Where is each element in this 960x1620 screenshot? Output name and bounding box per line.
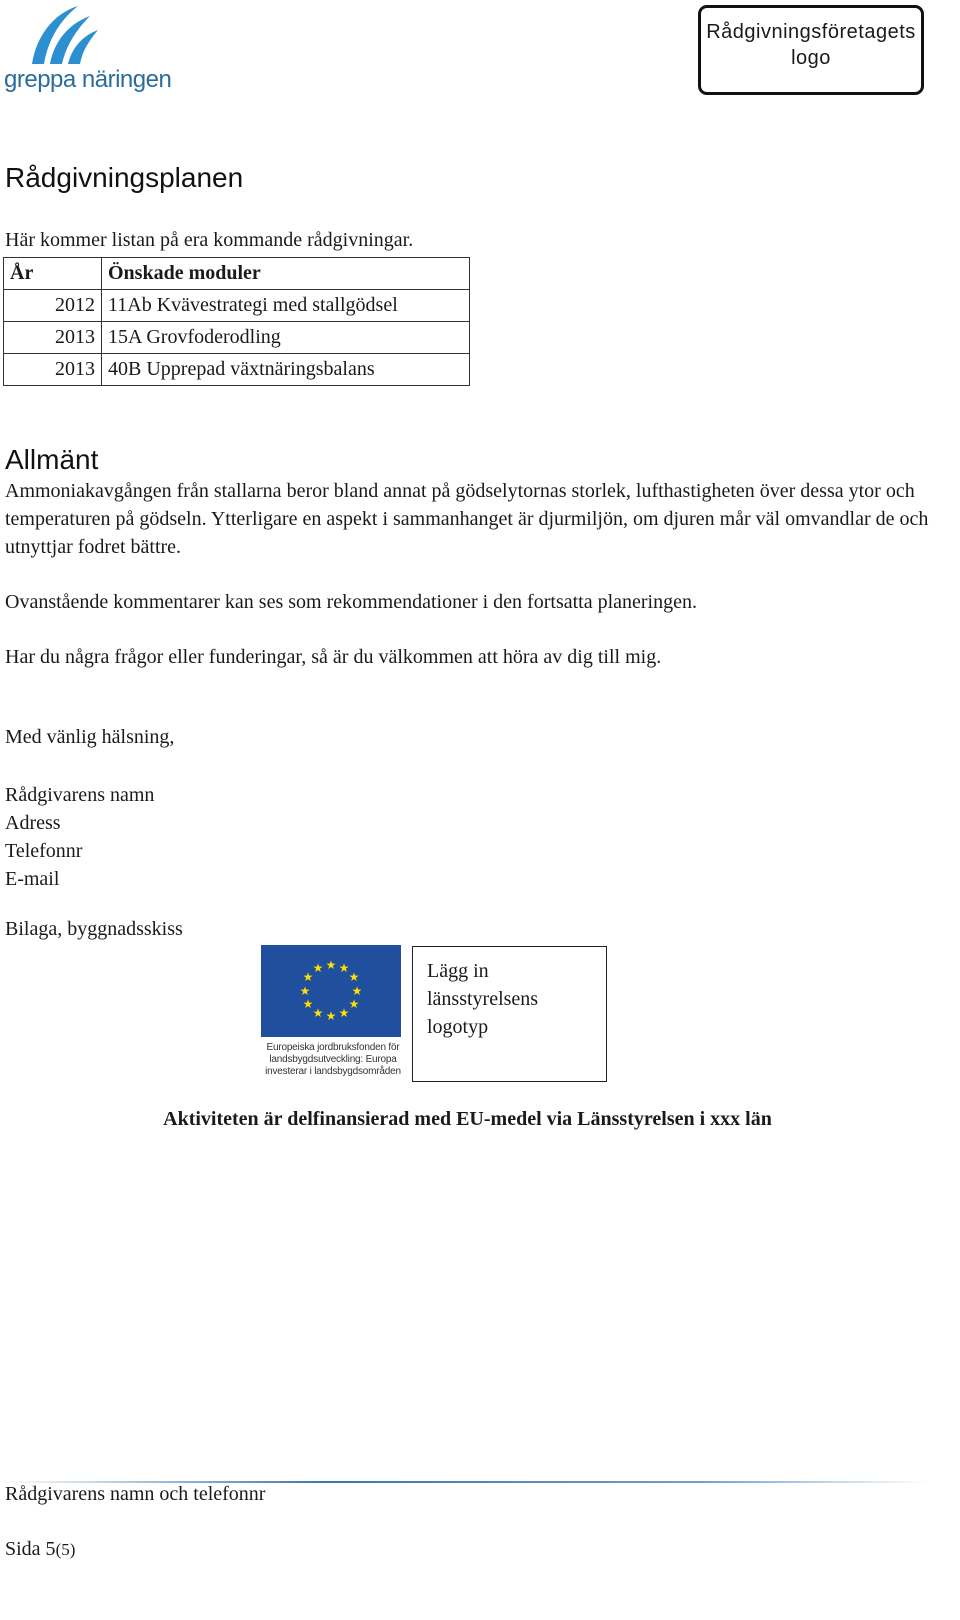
row-module: 15A Grovfoderodling bbox=[102, 322, 470, 354]
svg-text:★: ★ bbox=[325, 958, 337, 972]
advisor-email: E-mail bbox=[5, 868, 60, 890]
plan-title: Rådgivningsplanen bbox=[5, 162, 244, 193]
eu-stars-icon bbox=[261, 945, 401, 1037]
svg-text:★: ★ bbox=[351, 984, 363, 998]
general-paragraph-1: Ammoniakavgången från stallarna beror bland annat på gödselytornas storlek, lufthastigheten över dessa ytor och temperaturen på gödseln. Ytterligare en aspekt i sammanhanget är djurmiljön, om djuren mår väl omvandlar de och utnyttjar fodret bättre. bbox=[5, 480, 929, 558]
row-year: 2013 bbox=[4, 354, 102, 386]
footer-advisor-contact: Rådgivarens namn och telefonnr bbox=[5, 1483, 266, 1505]
page-total: (5) bbox=[55, 1540, 76, 1559]
general-paragraph-3: Har du några frågor eller funderingar, så är du välkommen att höra av dig till mig. bbox=[5, 646, 662, 668]
advisor-address: Adress bbox=[5, 812, 61, 834]
svg-text:★: ★ bbox=[312, 961, 324, 975]
svg-text:★: ★ bbox=[348, 970, 360, 984]
page-label: Sida 5 bbox=[5, 1538, 56, 1560]
advisor-phone: Telefonnr bbox=[5, 840, 83, 862]
svg-text:★: ★ bbox=[299, 984, 311, 998]
svg-text:★: ★ bbox=[302, 970, 314, 984]
svg-text:★: ★ bbox=[302, 997, 314, 1011]
greppa-leaf-icon bbox=[26, 2, 106, 68]
plan-intro: Här kommer listan på era kommande rådgivningar. bbox=[5, 229, 414, 251]
advisor-contact-block bbox=[5, 781, 154, 893]
modules-table bbox=[3, 257, 470, 386]
brand-name: greppa näringen bbox=[4, 66, 172, 93]
general-paragraph-2: Ovanstående kommentarer kan ses som rekommendationer i den fortsatta planeringen. bbox=[5, 591, 697, 613]
county-logo-placeholder bbox=[412, 946, 607, 1082]
advisor-name: Rådgivarens namn bbox=[5, 784, 155, 806]
svg-text:★: ★ bbox=[338, 1006, 350, 1020]
advisor-logo-placeholder bbox=[698, 5, 924, 95]
advisor-logo-text: Rådgivningsföretagets logo bbox=[706, 21, 916, 69]
eu-caption: Europeiska jordbruksfonden för landsbygdsutveckling: Europa investerar i landsbygdsområden bbox=[265, 1042, 401, 1077]
svg-text:★: ★ bbox=[312, 1006, 324, 1020]
table-row bbox=[4, 290, 470, 322]
table-row bbox=[4, 354, 470, 386]
county-logo-text: Lägg in länsstyrelsens logotyp bbox=[427, 960, 539, 1038]
row-year: 2012 bbox=[4, 290, 102, 322]
eu-flag-icon bbox=[261, 945, 401, 1037]
svg-text:★: ★ bbox=[338, 961, 350, 975]
greeting: Med vänlig hälsning, bbox=[5, 726, 175, 748]
row-year: 2013 bbox=[4, 322, 102, 354]
general-title: Allmänt bbox=[5, 444, 99, 475]
table-header-row bbox=[4, 258, 470, 290]
row-module: 11Ab Kvävestrategi med stallgödsel bbox=[102, 290, 470, 322]
page-number bbox=[5, 1538, 75, 1561]
attachment-note: Bilaga, byggnadsskiss bbox=[5, 918, 183, 940]
header-modules: Önskade moduler bbox=[102, 258, 470, 290]
svg-text:★: ★ bbox=[325, 1009, 337, 1023]
header-year: År bbox=[4, 258, 102, 290]
greppa-naringen-logo bbox=[4, 2, 184, 98]
funding-statement: Aktiviteten är delfinansierad med EU-medel via Länsstyrelsen i xxx län bbox=[163, 1108, 772, 1130]
eu-fund-logo bbox=[258, 945, 406, 1083]
row-module: 40B Upprepad växtnäringsbalans bbox=[102, 354, 470, 386]
svg-text:★: ★ bbox=[348, 997, 360, 1011]
table-row bbox=[4, 322, 470, 354]
